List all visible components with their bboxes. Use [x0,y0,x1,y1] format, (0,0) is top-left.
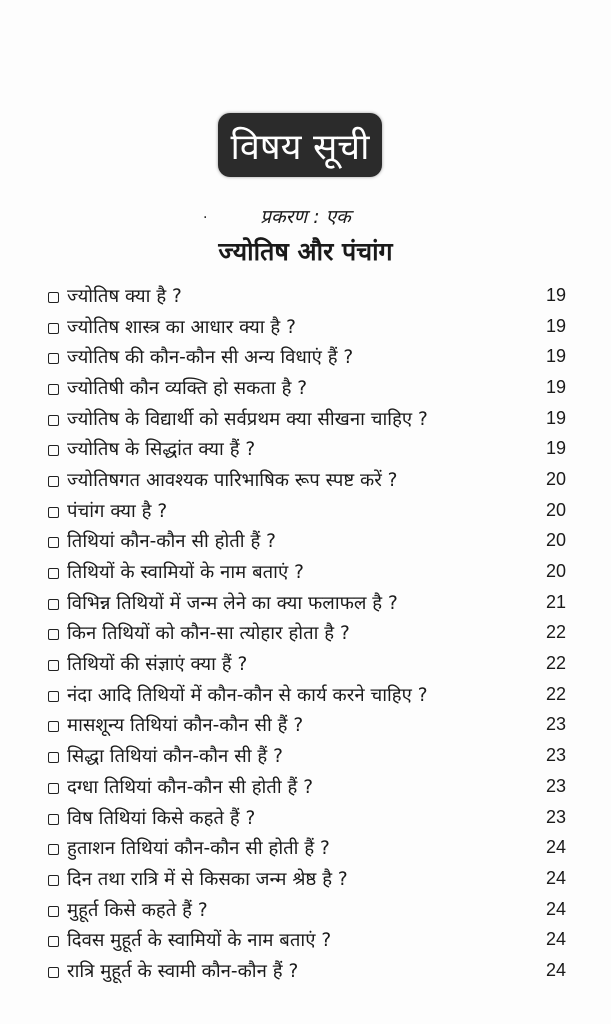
page-number: 19 [545,346,566,367]
toc-entry[interactable] [48,403,566,434]
toc-entry[interactable] [48,894,566,925]
chapter-number: प्रकरण : एक [260,206,351,228]
entry-text: ज्योतिष के सिद्धांत क्या हैं ? [67,439,256,461]
checkbox-bullet-icon [48,783,59,794]
toc-entry[interactable] [48,679,566,710]
checkbox-bullet-icon [48,568,59,579]
checkbox-bullet-icon [48,967,59,978]
page-number: 23 [545,775,566,796]
page-number: 24 [545,929,566,950]
checkbox-bullet-icon [48,691,59,702]
checkbox-bullet-icon [48,875,59,886]
page-number: 24 [545,867,566,888]
chapter-title: ज्योतिष और पंचांग [218,237,393,266]
checkbox-bullet-icon [48,936,59,947]
entry-text: ज्योतिष शास्त्र का आधार क्या है ? [67,316,296,338]
toc-entry[interactable] [48,372,566,403]
toc-entry[interactable] [48,740,566,771]
checkbox-bullet-icon [48,384,59,395]
entry-text: पंचांग क्या है ? [67,500,168,522]
entry-text: हुताशन तिथियां कौन-कौन सी होती हैं ? [67,838,330,860]
toc-entry[interactable] [48,587,566,618]
page-number: 23 [545,745,566,766]
page-number: 21 [545,591,566,612]
stray-dot: · [203,210,208,226]
checkbox-bullet-icon [48,844,59,855]
entry-text: ज्योतिष क्या है ? [67,285,182,307]
toc-entry[interactable] [48,710,566,741]
entry-text: तिथियों की संज्ञाएं क्या हैं ? [67,654,248,676]
toc-entry[interactable] [48,311,566,342]
entry-text: दिन तथा रात्रि में से किसका जन्म श्रेष्ठ है ? [67,868,348,890]
page-number: 20 [545,499,566,520]
page-number: 19 [545,407,566,428]
entry-text: मुहूर्त किसे कहते हैं ? [67,899,208,921]
page-number: 20 [545,468,566,489]
checkbox-bullet-icon [48,445,59,456]
entry-text: मासशून्य तिथियां कौन-कौन सी हैं ? [67,715,304,737]
page-title: विषय सूची [218,113,382,177]
checkbox-bullet-icon [48,660,59,671]
checkbox-bullet-icon [48,721,59,732]
toc-entry[interactable] [48,464,566,495]
entry-text: ज्योतिषगत आवश्यक पारिभाषिक रूप स्पष्ट करें ? [67,469,398,491]
toc-entry[interactable] [48,832,566,863]
entry-text: ज्योतिष की कौन-कौन सी अन्य विधाएं हैं ? [67,347,354,369]
toc-entry[interactable] [48,341,566,372]
checkbox-bullet-icon [48,537,59,548]
toc-entry[interactable] [48,771,566,802]
toc-entry[interactable] [48,955,566,986]
contents-list [48,280,566,986]
toc-entry[interactable] [48,526,566,557]
toc-entry[interactable] [48,280,566,311]
toc-entry[interactable] [48,433,566,464]
entry-text: ज्योतिष के विद्यार्थी को सर्वप्रथम क्या सीखना चाहिए ? [67,408,428,430]
entry-text: विष तिथियां किसे कहते हैं ? [67,807,256,829]
page-number: 22 [545,622,566,643]
toc-entry[interactable] [48,556,566,587]
checkbox-bullet-icon [48,323,59,334]
checkbox-bullet-icon [48,629,59,640]
page-number: 19 [545,315,566,336]
entry-text: ज्योतिषी कौन व्यक्ति हो सकता है ? [67,377,308,399]
checkbox-bullet-icon [48,814,59,825]
page-number: 20 [545,530,566,551]
page-number: 22 [545,683,566,704]
entry-text: तिथियों के स्वामियों के नाम बताएं ? [67,562,304,584]
checkbox-bullet-icon [48,507,59,518]
entry-text: दग्धा तिथियां कौन-कौन सी होती हैं ? [67,776,314,798]
page-number: 24 [545,959,566,980]
checkbox-bullet-icon [48,415,59,426]
page-number: 19 [545,438,566,459]
toc-entry[interactable] [48,648,566,679]
entry-text: तिथियां कौन-कौन सी होती हैं ? [67,531,276,553]
toc-entry[interactable] [48,495,566,526]
checkbox-bullet-icon [48,292,59,303]
toc-entry[interactable] [48,802,566,833]
checkbox-bullet-icon [48,476,59,487]
entry-text: दिवस मुहूर्त के स्वामियों के नाम बताएं ? [67,930,332,952]
page-number: 23 [545,806,566,827]
page-number: 24 [545,837,566,858]
entry-text: रात्रि मुहूर्त के स्वामी कौन-कौन हैं ? [67,960,299,982]
page-number: 19 [545,376,566,397]
checkbox-bullet-icon [48,353,59,364]
checkbox-bullet-icon [48,752,59,763]
entry-text: किन तिथियों को कौन-सा त्योहार होता है ? [67,623,350,645]
page-number: 22 [545,653,566,674]
page-number: 24 [545,898,566,919]
checkbox-bullet-icon [48,906,59,917]
entry-text: विभिन्न तिथियों में जन्म लेने का क्या फलाफल है ? [67,592,398,614]
toc-entry[interactable] [48,924,566,955]
page-number: 23 [545,714,566,735]
page-number: 20 [545,561,566,582]
checkbox-bullet-icon [48,599,59,610]
entry-text: सिद्धा तिथियां कौन-कौन सी हैं ? [67,746,283,768]
entry-text: नंदा आदि तिथियों में कौन-कौन से कार्य करने चाहिए ? [67,684,428,706]
toc-entry[interactable] [48,618,566,649]
toc-entry[interactable] [48,863,566,894]
page-number: 19 [545,284,566,305]
